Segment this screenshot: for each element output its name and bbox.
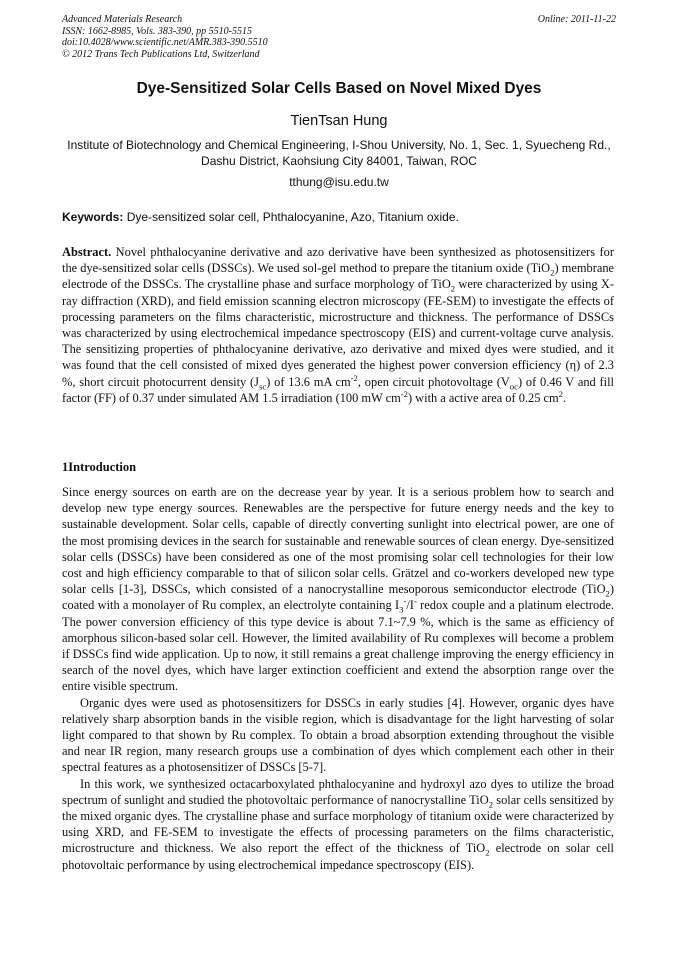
intro-paragraph-1	[62, 484, 614, 695]
paragraph-text: In this work, we synthesized octacarboxylated phthalocyanine and hydroxyl azo dyes to utilize the broad spectrum of sunlight and studied the photovoltaic performance of nanocrystalline TiO	[62, 776, 614, 807]
paragraph-text: Since energy sources on earth are on the decrease year by year. It is a serious problem how to search and develop new type energy sources. Renewables are the perspective for future energy needs and the key to sustainable development. Solar cells, capable of directly converting sunlight into electrical power, are one of the most promising devices in the search for sustainable and renewable sources of clean energy. Dye-sensitized solar cells (DSSCs) have been considered as one of the most promising solar cell technologies for their low cost and high efficiency comparable to that of silicon solar cells. Grätzel and co-workers developed new type solar cells [1-3], DSSCs, which consisted of a nanocrystalline mesoporous semiconductor electrode (TiO	[62, 485, 614, 597]
intro-paragraph-3	[62, 776, 614, 873]
paragraph-text: /I	[406, 598, 414, 613]
issn-line: ISSN: 1662-8985, Vols. 383-390, pp 5510-5515	[62, 25, 252, 37]
subscript: 2	[485, 847, 490, 858]
copyright-line: © 2012 Trans Tech Publications Ltd, Switzerland	[62, 48, 260, 60]
subscript: sc	[259, 381, 267, 392]
author-name: TienTsan Hung	[290, 113, 388, 129]
abstract-text: ) of 13.6 mA cm	[266, 374, 351, 389]
affiliation: Institute of Biotechnology and Chemical Engineering, I-Shou University, No. 1, Sec. 1, Syuecheng Rd., Dashu District, Kaohsiung City 84001, Taiwan, ROC	[67, 138, 611, 168]
author-email[interactable]: tthung@isu.edu.tw	[289, 175, 389, 189]
online-date: Online: 2011-11-22	[537, 14, 616, 25]
abstract-text: ) of 0.46 V and fill factor (FF) of 0.37 under simulated AM 1.5 irradiation (100 mW cm	[62, 374, 615, 405]
paragraph-text: ) coated with a monolayer of Ru complex, an electrolyte containing I	[62, 582, 614, 613]
subscript: oc	[509, 381, 518, 392]
abstract-text: were characterized by using X-ray diffraction (XRD), and field emission scanning electron microscopy (FE-SEM) to investigate the effects of processing parameters on the films characteristic, microstructure and thickness. The performance of DSSCs was characterized by using electrochemical impedance spectroscopy (EIS) and current-voltage curve analysis. The sensitizing properties of phthalocyanine derivative, azo derivative and mixed dyes were studied, and it was found that the cell consisted of mixed dyes generated the highest power conversion efficiency (η) of 2.3 %, short circuit photocurrent density (J	[62, 277, 614, 389]
journal-header	[62, 14, 616, 60]
keywords-label: Keywords:	[62, 210, 124, 224]
journal-name: Advanced Materials Research	[62, 14, 183, 25]
paragraph-text: solar cells sensitized by the mixed organic dyes. The crystalline phase and surface morphology of titanium oxide were characterized by using XRD, and FE-SEM to investigate the effects of processing parameters on the films characteristic, microstructure and thickness. We also report the effect of the thickness of TiO	[62, 792, 614, 856]
subscript: 2	[550, 267, 555, 278]
subscript: 3	[399, 604, 404, 615]
paper-title: Dye-Sensitized Solar Cells Based on Novel Mixed Dyes	[136, 80, 542, 97]
superscript: -2	[400, 388, 408, 399]
paragraph-text: redox couple and a platinum electrode. The power conversion efficiency of this type device is about 7.1~7.9 %, which is the same as efficiency of amorphous silicon-based solar cell. However, the limited availability of Ru complexes will become a problem if DSSCs find wide application. Up to now, it still remains a great challenge improving the energy efficiency in search of the novel dyes, which have larger extinction coefficient and extend the absorption range over the entire visible spectrum.	[62, 598, 615, 694]
subscript: 2	[605, 588, 610, 599]
abstract	[62, 244, 614, 406]
introduction-body	[62, 484, 614, 873]
abstract-text: Novel phthalocyanine derivative and azo derivative have been synthesized as photosensitizers for the dye-sensitized solar cells (DSSCs). We used sol-gel method to prepare the titanium oxide (TiO	[62, 245, 614, 276]
abstract-text: ) membrane electrode of the DSSCs. The crystalline phase and surface morphology of TiO	[62, 261, 615, 292]
abstract-text: ) with a active area of 0.25 cm	[407, 390, 559, 405]
superscript: -	[413, 596, 417, 607]
superscript: -	[403, 596, 407, 607]
keywords-text: Dye-sensitized solar cell, Phthalocyanine, Azo, Titanium oxide.	[123, 210, 459, 224]
keywords	[62, 210, 616, 224]
subscript: 2	[488, 799, 494, 810]
abstract-text: , open circuit photovoltage (V	[357, 374, 510, 389]
abstract-label: Abstract.	[62, 245, 112, 259]
intro-paragraph-2: Organic dyes were used as photosensitizers for DSSCs in early studies [4]. However, organic dyes have relatively sharp absorption bands in the visible region, which is disadvantage for the light harvesting of solar light compared to that shown by Ru complex. To obtain a broad absorption extending throughout the visible and near IR region, many research groups use a combination of dyes which complement each other in their spectral features as a photosensitizer of DSSCs [5-7].	[62, 695, 614, 775]
section-heading-introduction: 1Introduction	[62, 460, 137, 474]
superscript: 2	[558, 388, 563, 399]
superscript: -2	[350, 372, 358, 383]
doi-line: doi:10.4028/www.scientific.net/AMR.383-390.5510	[62, 37, 268, 48]
paragraph-text: electrode on solar cell photovoltaic performance by using electrochemical impedance spectroscopy (EIS).	[62, 841, 614, 872]
subscript: 2	[450, 283, 456, 294]
abstract-text: .	[562, 390, 567, 405]
